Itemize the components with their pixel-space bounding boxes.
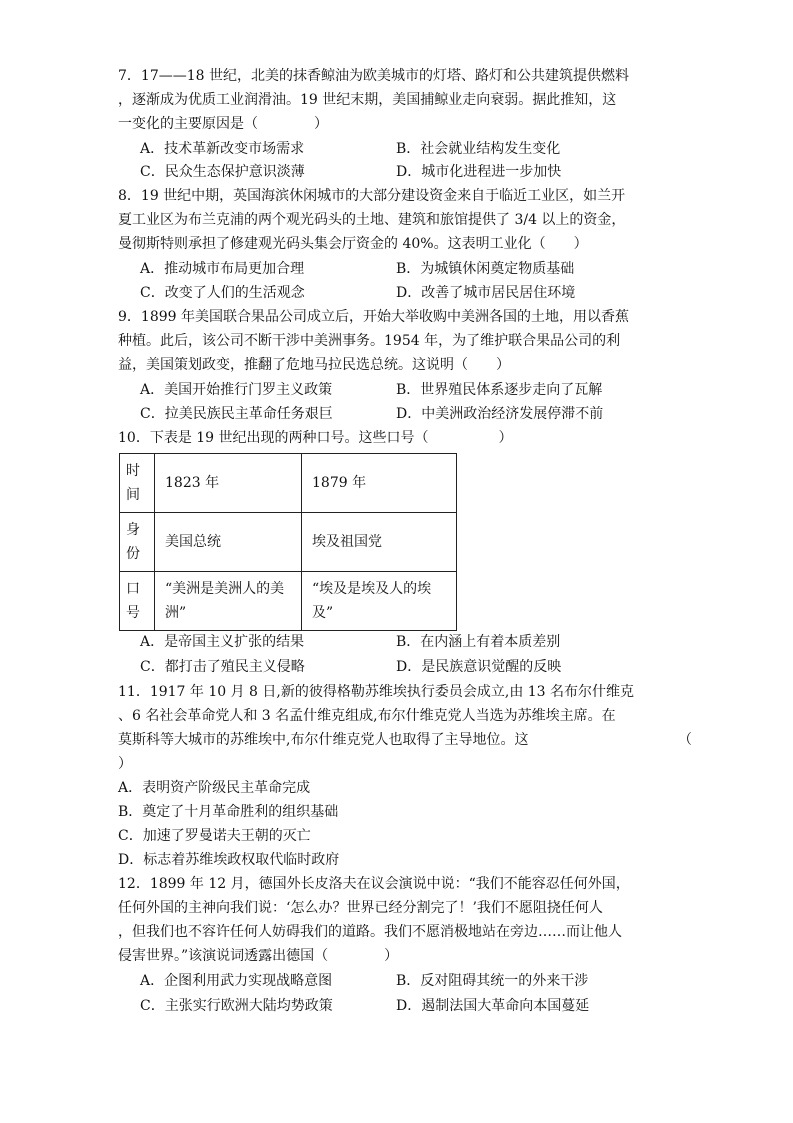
q12-option-b: B．反对阻碍其统一的外来干涉 (396, 973, 589, 989)
q11-option-b: B．奠定了十月革命胜利的组织基础 (118, 804, 339, 820)
table-cell-slogan-b (302, 572, 457, 631)
q8-option-c: C．改变了人们的生活观念 (140, 285, 305, 301)
q12-stem-line-3: ，但我们也不容许任何人妨碍我们的道路。我们不愿消极地站在旁边……而让他人 (118, 924, 622, 940)
table-cell-identity-a: 美国总统 (155, 513, 302, 572)
table-cell-slogan-b-line-2: 及” (312, 605, 334, 621)
q12-stem-line-4: 侵害世界。”该演说词透露出德国（ ） (118, 948, 399, 964)
table-cell-slogan-a-line-1: “美洲是美洲人的美 (165, 581, 285, 597)
q12-option-c: C．主张实行欧洲大陆均势政策 (140, 998, 333, 1014)
q11-stem-line-2: 、6 名社会革命党人和 3 名孟什维克组成,布尔什维克党人当选为苏维埃主席。在 (118, 708, 616, 724)
q8-stem-line-2: 夏工业区为布兰克浦的两个观光码头的土地、建筑和旅馆提供了 3/4 以上的资金， (118, 212, 626, 228)
q7-stem-line-2: ，逐渐成为优质工业润滑油。19 世纪末期，美国捕鲸业走向衰弱。据此推知，这 (118, 92, 617, 108)
q8-stem-line-1: 8．19 世纪中期，英国海滨休闲城市的大部分建设资金来自于临近工业区，如兰开 (118, 188, 626, 204)
q8-option-a: A．推动城市布局更加合理 (140, 261, 305, 277)
table-header-slogan (120, 572, 155, 631)
q8-stem-line-3: 曼彻斯特则承担了修建观光码头集会厅资金的 40%。这表明工业化（ ） (118, 236, 588, 252)
q10-option-b: B．在内涵上有着本质差别 (396, 634, 561, 650)
q12-stem-line-1: 12．1899 年 12 月，德国外长皮洛夫在议会演说中说：“我们不能容忍任何外国， (118, 876, 630, 892)
q12-option-d: D．遏制法国大革命向本国蔓延 (396, 998, 590, 1014)
table-header-slogan-char-1: 口 (126, 581, 140, 597)
table-header-slogan-char-2: 号 (126, 605, 140, 621)
q10-option-a: A．是帝国主义扩张的结果 (140, 634, 305, 650)
table-header-identity-char-1: 身 (126, 522, 140, 538)
q11-option-c: C．加速了罗曼诺夫王朝的灭亡 (118, 828, 311, 844)
table-row-time (120, 454, 457, 513)
q7-stem-line-3: 一变化的主要原因是（ ） (118, 116, 328, 132)
q9-option-d: D．中美洲政治经济发展停滞不前 (396, 406, 604, 422)
table-row-identity (120, 513, 457, 572)
q10-stem-line-1: 10．下表是 19 世纪出现的两种口号。这些口号（ ） (118, 430, 513, 446)
q9-stem-line-2: 种植。此后，该公司不断干涉中美洲事务。1954 年，为了维护联合果品公司的利 (118, 333, 621, 349)
q11-stem-line-4: ） (118, 756, 132, 772)
q11-option-d: D．标志着苏维埃政权取代临时政府 (118, 852, 340, 868)
q11-answer-paren-open: （ (678, 732, 692, 748)
q7-option-d: D．城市化进程进一步加快 (396, 164, 562, 180)
q9-option-a: A．美国开始推行门罗主义政策 (140, 382, 333, 398)
q9-option-b: B．世界殖民体系逐步走向了瓦解 (396, 382, 603, 398)
q9-option-c: C．拉美民族民主革命任务艰巨 (140, 406, 333, 422)
q9-stem-line-3: 益，美国策划政变，推翻了危地马拉民选总统。这说明（ ） (118, 357, 510, 373)
table-header-time-char-1: 时 (126, 463, 140, 479)
q7-stem-line-1: 7．17——18 世纪，北美的抹香鲸油为欧美城市的灯塔、路灯和公共建筑提供燃料 (118, 68, 629, 84)
table-cell-slogan-a (155, 572, 302, 631)
q8-option-d: D．改善了城市居民居住环境 (396, 285, 576, 301)
q12-option-a: A．企图利用武力实现战略意图 (140, 973, 333, 989)
table-header-time (120, 454, 155, 513)
q11-stem-line-1: 11．1917 年 10 月 8 日,新的彼得格勒苏维埃执行委员会成立,由 13 名布尔什维克 (118, 684, 635, 700)
q7-option-b: B．社会就业结构发生变化 (396, 141, 561, 157)
table-header-identity (120, 513, 155, 572)
q10-slogan-table (119, 453, 457, 631)
table-cell-time-a: 1823 年 (155, 454, 302, 513)
q12-stem-line-2: 任何外国的主神向我们说：‘怎么办？世界已经分割完了！’我们不愿阻挠任何人 (118, 900, 603, 916)
table-cell-slogan-b-line-1: “埃及是埃及人的埃 (312, 581, 432, 597)
table-cell-identity-b: 埃及祖国党 (302, 513, 457, 572)
q7-option-a: A．技术革新改变市场需求 (140, 141, 305, 157)
q7-option-c: C．民众生态保护意识淡薄 (140, 164, 305, 180)
q11-option-a: A．表明资产阶级民主革命完成 (118, 780, 311, 796)
q11-stem-line-3: 莫斯科等大城市的苏维埃中,布尔什维克党人也取得了主导地位。这 (118, 732, 529, 748)
table-cell-slogan-a-line-2: 洲” (165, 605, 187, 621)
table-cell-time-b: 1879 年 (302, 454, 457, 513)
table-header-time-char-2: 间 (126, 487, 140, 503)
q9-stem-line-1: 9．1899 年美国联合果品公司成立后，开始大举收购中美洲各国的土地，用以香蕉 (118, 309, 629, 325)
table-header-identity-char-2: 份 (126, 546, 140, 562)
q10-option-d: D．是民族意识觉醒的反映 (396, 659, 562, 675)
q10-option-c: C．都打击了殖民主义侵略 (140, 659, 305, 675)
q8-option-b: B．为城镇休闲奠定物质基础 (396, 261, 575, 277)
table-row-slogan (120, 572, 457, 631)
